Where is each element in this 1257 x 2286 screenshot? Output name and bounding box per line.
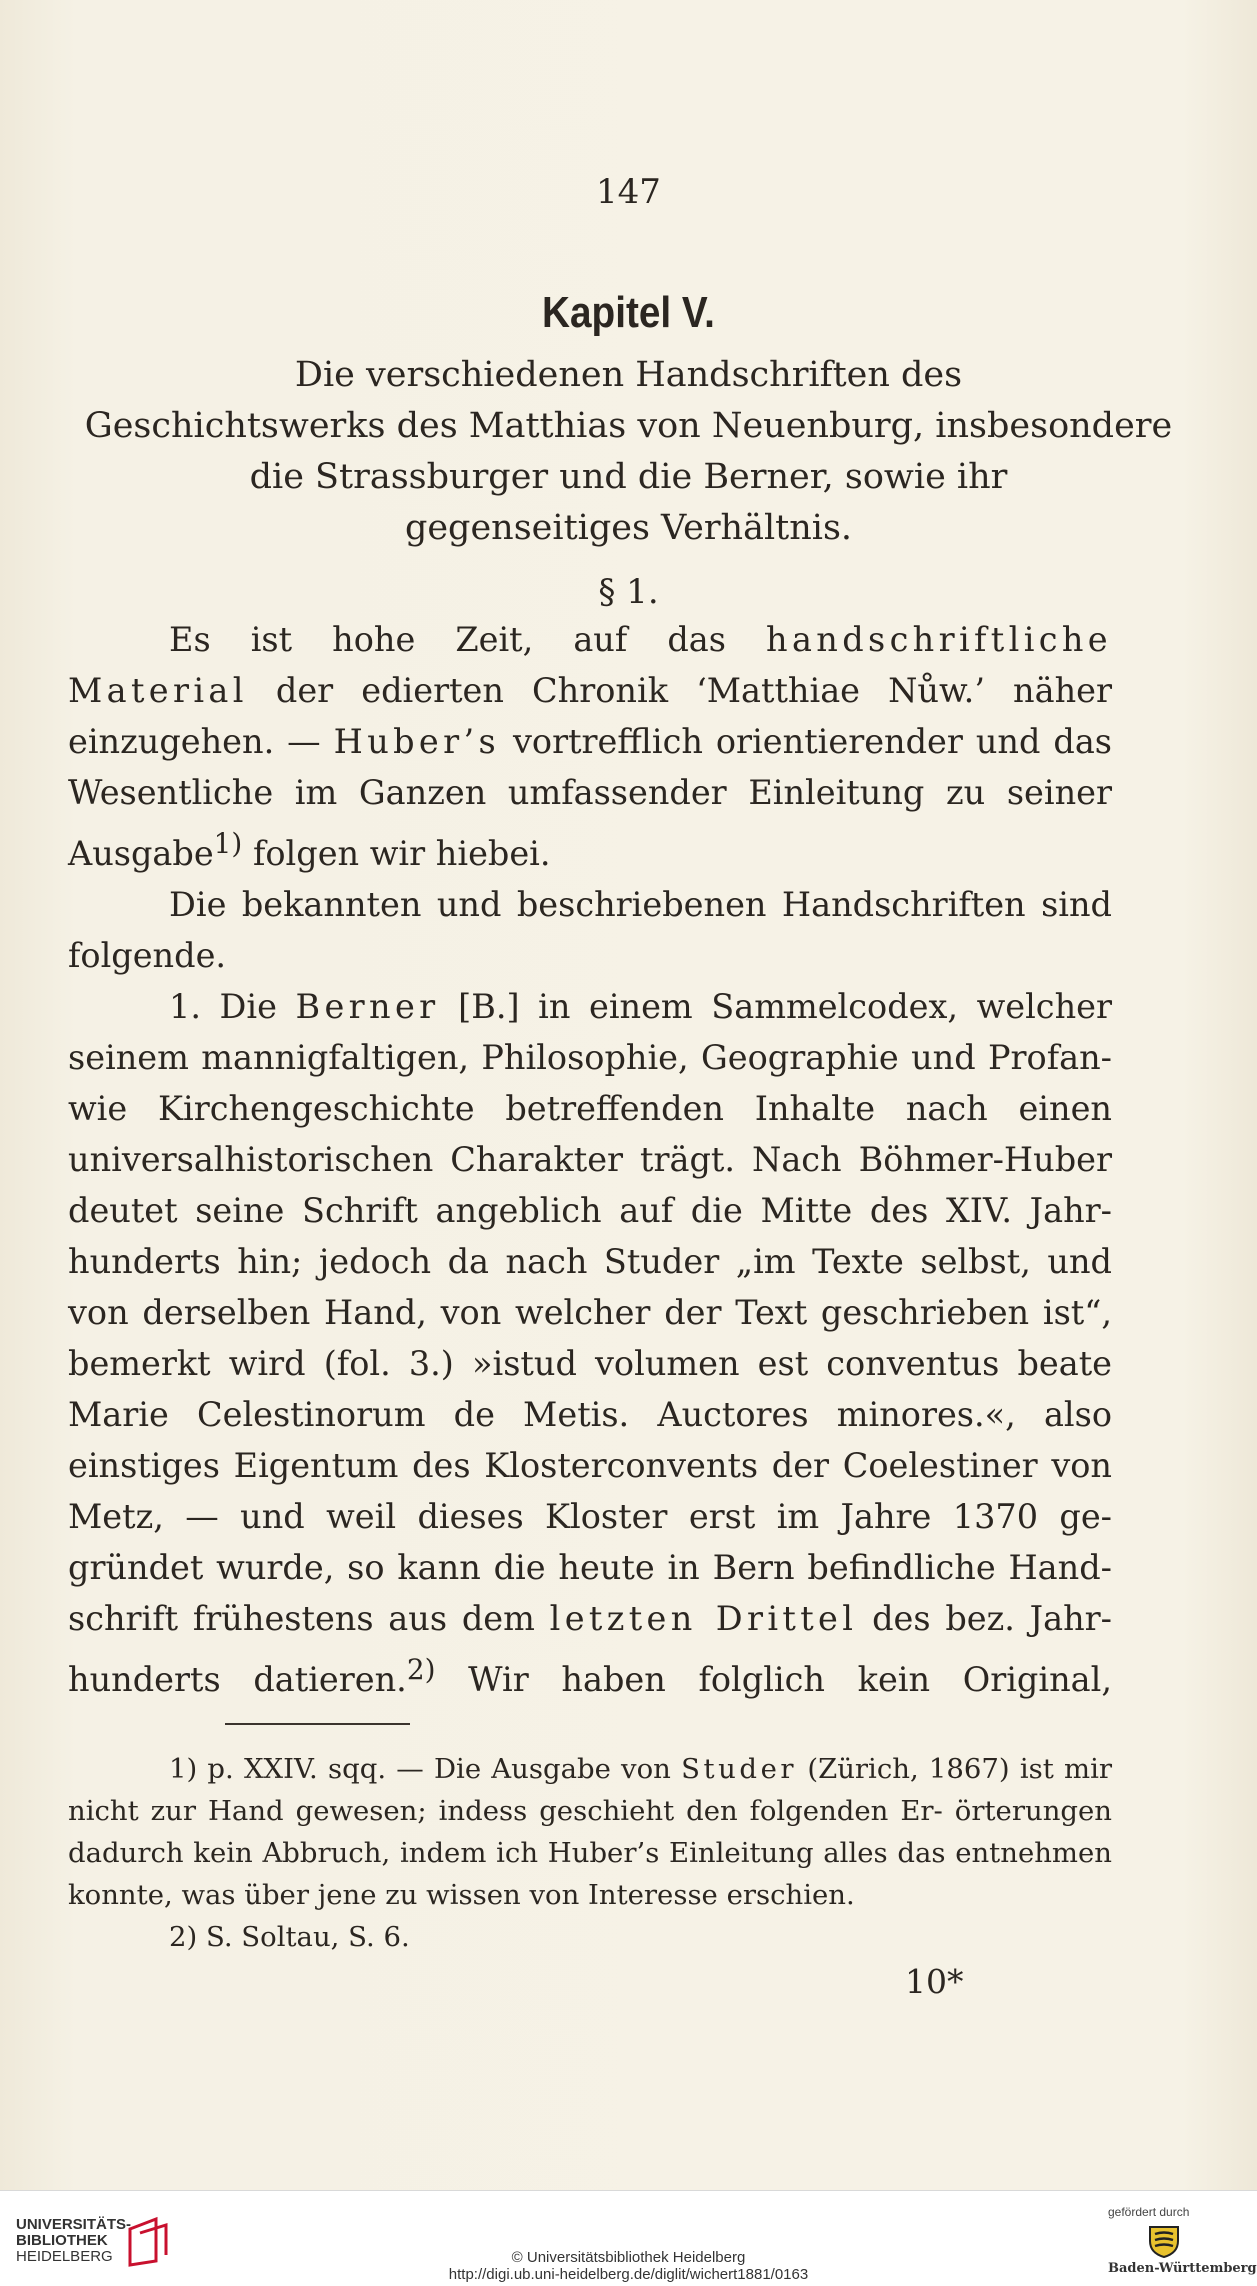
viewer-footer	[0, 2190, 1257, 2286]
coat-of-arms-icon	[1147, 2223, 1181, 2259]
signature-mark: 10*	[905, 1962, 964, 2001]
footnote-1: 1) p. XXIV. sqq. — Die Ausgabe von Studer (Zürich, 1867) ist mir nicht zur Hand gewesen; indess geschieht den folgenden Er- örterungen dadurch kein Abbruch, indem ich Huber’s Einleitung alles das entnehmen konnte, was über jene zu wissen von Interesse erschien.	[68, 1753, 1113, 1911]
funding-state: Baden-Württemberg	[1108, 2261, 1257, 2276]
title-line: die Strassburger und die Berner, sowie ihr	[249, 457, 1008, 497]
page-number: 147	[596, 172, 661, 212]
paragraph-3: 1. Die Berner [B.] in einem Sammelcodex, welcher seinem mannigfaltigen, Philosophie, Geographie und Profan- wie Kirchengeschichte betreffenden Inhalte nach einen universalhistorischen Charakter trägt. Nach Böhmer-Huber deutet seine Schrift angeblich auf die Mitte des XIV. Jahr- hunderts hin; jedoch da nach Studer „im Texte selbst, und von derselben Hand, von welcher der Text geschrieben ist“, bemerkt wird (fol. 3.) »istud volumen est conventus beate Marie Celestinorum de Metis. Auctores minores.«, also einstiges Eigentum des Klosterconvents der Coelestiner von Metz, — und weil dieses Kloster erst im Jahre 1370 ge- gründet wurde, so kann die heute in Bern befindliche Hand- schrift frühestens aus dem letzten Drittel des bez. Jahr- hunderts datieren.$^{2)}$ Wir haben folglich kein Original,	[68, 987, 1112, 1700]
copyright-notice: © Universitätsbibliothek Heidelberg http://digi.ub.uni-heidelberg.de/diglit/wichert1881/0163	[0, 2249, 1257, 2283]
emphasis: Huber’s	[333, 722, 501, 761]
footnote-divider	[225, 1723, 410, 1725]
footnotes	[68, 1748, 1112, 1958]
chapter-heading: Kapitel V.	[542, 288, 715, 337]
emphasis: Studer	[681, 1753, 798, 1785]
paragraph-1: Es ist hohe Zeit, auf das handschriftliche Material der edierten Chronik ‘Matthiae Nůw.’ näher einzugehen. — Huber’s vortrefflich orientierender und das Wesentliche im Ganzen umfassender Einleitung zu seiner Ausgabe$^{1)}$ folgen wir hiebei.	[68, 620, 1112, 874]
page-url-link[interactable]: http://digi.ub.uni-heidelberg.de/diglit/wichert1881/0163	[448, 2266, 809, 2283]
paragraph-2: Die bekannten und beschriebenen Handschriften sind folgende.	[68, 885, 1112, 976]
emphasis: Berner	[295, 987, 440, 1027]
title-line: gegenseitiges Verhältnis.	[404, 508, 853, 548]
footnote-ref-2: 2)	[406, 1653, 436, 1687]
body-text	[68, 614, 1112, 1705]
title-line: Die verschiedenen Handschriften des	[294, 355, 963, 395]
section-heading: § 1.	[598, 572, 659, 612]
title-line: Geschichtswerks des Matthias von Neuenburg, insbesondere	[84, 406, 1173, 446]
emphasis: handschriftliche Material	[68, 620, 1112, 710]
emphasis: letzten Drittel	[549, 1599, 858, 1639]
footnote-2: 2) S. Soltau, S. 6.	[169, 1921, 410, 1953]
funding-label: gefördert durch	[1108, 2205, 1190, 2219]
footnote-ref-1: 1)	[213, 827, 243, 860]
library-logo-text[interactable]: UNIVERSITÄTS- BIBLIOTHEK HEIDELBERG	[16, 2216, 132, 2265]
chapter-title	[40, 350, 1217, 554]
